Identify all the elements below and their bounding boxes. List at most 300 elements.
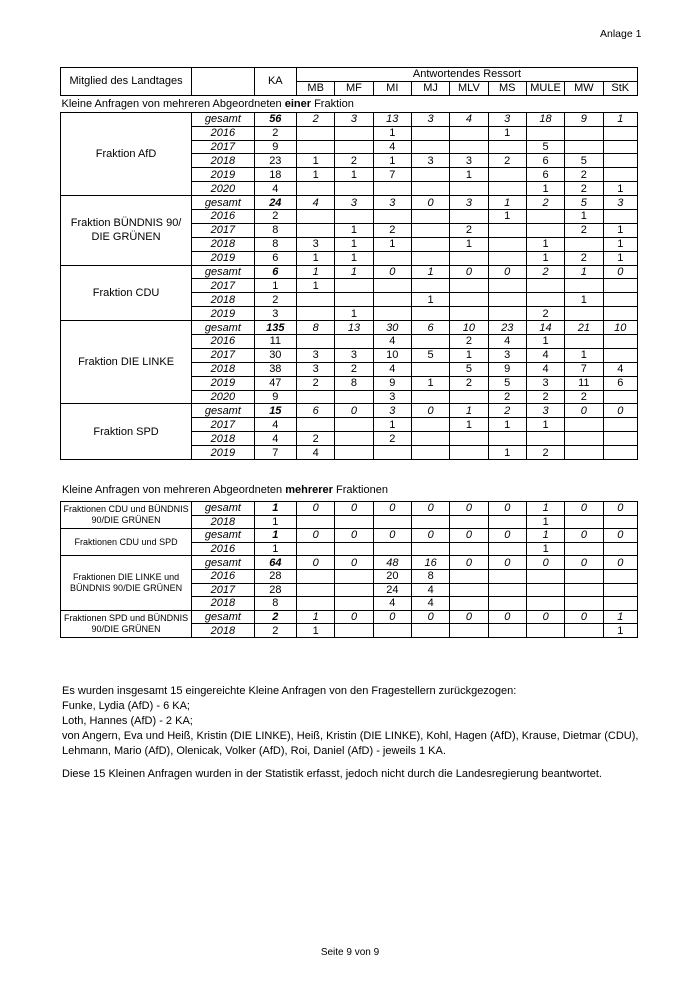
ressort-value: 5 [411, 348, 449, 362]
ressort-value: 1 [603, 237, 638, 251]
ressort-value: 2 [526, 446, 564, 460]
ressort-value [411, 418, 449, 432]
ressort-value [411, 168, 449, 182]
ressort-value [603, 154, 638, 168]
ressort-value [488, 542, 526, 556]
ka-count: 2 [254, 126, 296, 140]
ressort-value: 0 [297, 502, 335, 516]
ressort-value: 9 [565, 112, 603, 126]
ressort-value [373, 293, 411, 307]
ressort-value [335, 335, 373, 349]
ressort-value: 7 [565, 362, 603, 376]
row-label: gesamt [192, 610, 255, 624]
ka-count: 9 [254, 390, 296, 404]
ressort-value [450, 279, 488, 293]
ressort-value [603, 446, 638, 460]
ressort-value: 1 [297, 279, 335, 293]
ressort-value [603, 348, 638, 362]
ressort-value [297, 210, 335, 224]
faction-name: Fraktionen SPD und BÜNDNIS 90/DIE GRÜNEN [61, 610, 192, 637]
ressort-value [488, 168, 526, 182]
ressort-value: 4 [603, 362, 638, 376]
faction-name: Fraktionen CDU und SPD [61, 529, 192, 556]
ressort-value: 8 [412, 569, 450, 583]
row-label: 2019 [192, 168, 255, 182]
ressort-value [335, 446, 373, 460]
ressort-value: 48 [373, 556, 411, 570]
ressort-value [488, 237, 526, 251]
ressort-value [526, 293, 564, 307]
ressort-value: 2 [450, 223, 488, 237]
ressort-value [565, 335, 603, 349]
ressort-value: 0 [412, 610, 450, 624]
ka-count: 6 [254, 251, 296, 265]
ressort-value: 8 [297, 321, 335, 335]
ka-count: 28 [254, 569, 296, 583]
ressort-value: 1 [373, 126, 411, 140]
ressort-value [565, 432, 603, 446]
ressort-value: 13 [373, 112, 411, 126]
ressort-value: 1 [488, 126, 526, 140]
ressort-value [297, 126, 335, 140]
ressort-value [411, 432, 449, 446]
ressort-value: 13 [335, 321, 373, 335]
ressort-value: 3 [335, 112, 373, 126]
row-label: 2018 [192, 597, 255, 611]
ka-count: 18 [254, 168, 296, 182]
ressort-value: 3 [488, 112, 526, 126]
ressort-value [488, 583, 526, 597]
ressort-value [603, 293, 638, 307]
ressort-value [450, 569, 488, 583]
ressort-value: 0 [450, 556, 488, 570]
ressort-value: 3 [411, 112, 449, 126]
ressort-value: 3 [335, 196, 373, 210]
ressort-value [488, 140, 526, 154]
header-col: MS [488, 81, 526, 95]
row-label: gesamt [192, 112, 255, 126]
ressort-value: 1 [603, 610, 637, 624]
ressort-value: 6 [526, 168, 564, 182]
ressort-value: 1 [297, 251, 335, 265]
header-col: MI [373, 81, 411, 95]
ressort-value: 1 [526, 335, 564, 349]
ressort-value: 2 [565, 251, 603, 265]
ressort-value: 0 [603, 529, 637, 543]
ressort-value: 0 [450, 610, 488, 624]
ressort-value: 0 [335, 502, 373, 516]
ressort-value: 0 [565, 610, 603, 624]
ressort-value [488, 223, 526, 237]
attachment-label: Anlage 1 [600, 28, 642, 40]
ressort-value: 1 [335, 237, 373, 251]
table-single-faction [60, 67, 638, 460]
ressort-value [297, 223, 335, 237]
notes [62, 684, 642, 782]
ressort-value [488, 569, 526, 583]
ressort-value [488, 624, 526, 638]
ressort-value [335, 515, 373, 529]
ressort-value: 6 [526, 154, 564, 168]
ressort-value [603, 140, 638, 154]
ressort-value: 10 [450, 321, 488, 335]
table-row [61, 502, 638, 516]
ressort-value: 0 [526, 610, 564, 624]
faction-name: Fraktionen DIE LINKE und BÜNDNIS 90/DIE GRÜNEN [61, 556, 192, 610]
ressort-value: 0 [373, 610, 411, 624]
note-line: Diese 15 Kleinen Anfragen wurden in der Statistik erfasst, jedoch nicht durch die Landesregierung beantwortet. [62, 768, 602, 780]
header-col: MLV [450, 81, 488, 95]
row-label: 2017 [192, 279, 255, 293]
ressort-value [450, 293, 488, 307]
header-ressort: Antwortendes Ressort [297, 68, 638, 82]
ka-count: 1 [254, 279, 296, 293]
ressort-value: 1 [297, 168, 335, 182]
ressort-value: 4 [412, 597, 450, 611]
ressort-value: 2 [450, 376, 488, 390]
row-label: 2016 [192, 569, 255, 583]
ressort-value [565, 237, 603, 251]
ressort-value [565, 418, 603, 432]
ressort-value [373, 210, 411, 224]
table-row [61, 265, 638, 279]
ressort-value: 0 [297, 556, 335, 570]
ressort-value: 1 [373, 418, 411, 432]
ressort-value: 1 [450, 348, 488, 362]
ressort-value: 1 [335, 223, 373, 237]
ressort-value: 1 [450, 418, 488, 432]
ressort-value [335, 624, 373, 638]
ressort-value: 1 [335, 251, 373, 265]
header-col: MW [565, 81, 603, 95]
ressort-value [526, 569, 564, 583]
ressort-value [411, 307, 449, 321]
ressort-value: 1 [488, 446, 526, 460]
ressort-value: 2 [565, 390, 603, 404]
header-ka: KA [254, 68, 296, 96]
ressort-value: 1 [488, 210, 526, 224]
ressort-value [297, 182, 335, 196]
ressort-value [450, 542, 488, 556]
ka-count: 6 [254, 265, 296, 279]
ressort-value: 0 [373, 265, 411, 279]
ressort-value [335, 390, 373, 404]
ka-count: 3 [254, 307, 296, 321]
ressort-value [488, 279, 526, 293]
row-label: 2020 [192, 182, 255, 196]
ressort-value: 0 [412, 502, 450, 516]
ressort-value [297, 597, 335, 611]
ressort-value: 2 [526, 265, 564, 279]
ressort-value: 1 [297, 624, 335, 638]
ressort-value [450, 126, 488, 140]
ressort-value: 0 [488, 502, 526, 516]
row-label: 2017 [192, 583, 255, 597]
ressort-value: 1 [373, 154, 411, 168]
ressort-value [603, 583, 637, 597]
ressort-value: 0 [488, 610, 526, 624]
ressort-value: 0 [565, 556, 603, 570]
ressort-value [450, 251, 488, 265]
ressort-value: 2 [297, 432, 335, 446]
ressort-value [488, 182, 526, 196]
ressort-value [411, 390, 449, 404]
ressort-value [603, 515, 637, 529]
ressort-value [603, 307, 638, 321]
ressort-value: 1 [603, 223, 638, 237]
ressort-value [412, 624, 450, 638]
ka-count: 4 [254, 432, 296, 446]
ressort-value [373, 251, 411, 265]
ressort-value [603, 418, 638, 432]
ressort-value: 3 [373, 196, 411, 210]
ka-count: 11 [254, 335, 296, 349]
ressort-value [488, 597, 526, 611]
faction-name: Fraktion DIE LINKE [61, 321, 192, 404]
ka-count: 7 [254, 446, 296, 460]
section1-caption: Kleine Anfragen von mehreren Abgeordneten einer Fraktion [61, 97, 354, 110]
row-label: gesamt [192, 321, 255, 335]
faction-name: Fraktion SPD [61, 404, 192, 460]
ressort-value [411, 237, 449, 251]
ressort-value: 0 [450, 502, 488, 516]
row-label: 2018 [192, 237, 255, 251]
ressort-value [526, 210, 564, 224]
ka-count: 8 [254, 223, 296, 237]
ressort-value: 1 [450, 237, 488, 251]
ressort-value [335, 279, 373, 293]
ka-count: 1 [254, 502, 296, 516]
ressort-value: 1 [565, 265, 603, 279]
ressort-value: 3 [411, 154, 449, 168]
ressort-value: 2 [565, 182, 603, 196]
row-label: 2019 [192, 251, 255, 265]
ressort-value: 4 [526, 362, 564, 376]
ressort-value: 0 [565, 529, 603, 543]
ressort-value: 0 [488, 556, 526, 570]
ressort-value [411, 223, 449, 237]
ressort-value: 2 [526, 196, 564, 210]
ressort-value: 4 [373, 362, 411, 376]
ressort-value: 2 [373, 432, 411, 446]
ressort-value: 2 [526, 307, 564, 321]
ressort-value: 1 [565, 293, 603, 307]
row-label: 2020 [192, 390, 255, 404]
ressort-value [603, 597, 637, 611]
row-label: 2018 [192, 432, 255, 446]
ressort-value: 21 [565, 321, 603, 335]
ressort-value [297, 293, 335, 307]
ressort-value [526, 597, 564, 611]
ressort-value: 5 [450, 362, 488, 376]
row-label: gesamt [192, 404, 255, 418]
row-label: gesamt [192, 265, 255, 279]
table-row [61, 112, 638, 126]
ressort-value: 1 [526, 182, 564, 196]
ressort-value: 1 [526, 502, 564, 516]
ressort-value: 24 [373, 583, 411, 597]
ressort-value: 0 [411, 196, 449, 210]
ressort-value: 1 [335, 265, 373, 279]
ressort-value: 1 [411, 376, 449, 390]
faction-name: Fraktion CDU [61, 265, 192, 321]
ka-count: 8 [254, 597, 296, 611]
ressort-value: 1 [565, 210, 603, 224]
ressort-value: 0 [526, 556, 564, 570]
ressort-value [297, 515, 335, 529]
ressort-value [335, 182, 373, 196]
ressort-value: 23 [488, 321, 526, 335]
row-label: gesamt [192, 502, 255, 516]
ressort-value: 10 [373, 348, 411, 362]
ressort-value [411, 279, 449, 293]
ressort-value [450, 597, 488, 611]
ressort-value [488, 515, 526, 529]
ressort-value [373, 279, 411, 293]
ressort-value: 0 [603, 265, 638, 279]
ressort-value [526, 583, 564, 597]
ressort-value [603, 279, 638, 293]
ressort-value [603, 210, 638, 224]
ressort-value: 1 [411, 265, 449, 279]
ressort-value [335, 583, 373, 597]
ressort-value [297, 307, 335, 321]
header-col: MJ [411, 81, 449, 95]
ressort-value: 3 [450, 154, 488, 168]
ressort-value: 3 [297, 237, 335, 251]
ka-count: 56 [254, 112, 296, 126]
note-line: Loth, Hannes (AfD) - 2 KA; [62, 715, 193, 727]
row-label: 2016 [192, 335, 255, 349]
ressort-value: 3 [488, 348, 526, 362]
ressort-value [488, 432, 526, 446]
ka-count: 135 [254, 321, 296, 335]
header-member: Mitglied des Landtages [61, 68, 192, 96]
ressort-value: 9 [373, 376, 411, 390]
row-label: gesamt [192, 196, 255, 210]
page-footer: Seite 9 von 9 [320, 947, 380, 958]
ressort-value: 0 [335, 529, 373, 543]
ressort-value [603, 569, 637, 583]
ressort-value: 3 [373, 390, 411, 404]
row-label: 2018 [192, 624, 255, 638]
ressort-value [373, 446, 411, 460]
ressort-value: 6 [297, 404, 335, 418]
table-row [61, 196, 638, 210]
ressort-value [297, 542, 335, 556]
ressort-value: 1 [335, 307, 373, 321]
ressort-value [412, 542, 450, 556]
ressort-value: 1 [526, 418, 564, 432]
ressort-value [297, 390, 335, 404]
header-col: MB [297, 81, 335, 95]
header-col: MF [335, 81, 373, 95]
ressort-value [411, 446, 449, 460]
ka-count: 64 [254, 556, 296, 570]
ressort-value: 1 [603, 182, 638, 196]
ressort-value: 4 [373, 140, 411, 154]
table-row [61, 321, 638, 335]
ressort-value [297, 418, 335, 432]
ressort-value [373, 624, 411, 638]
ka-count: 1 [254, 529, 296, 543]
section2-caption: Kleine Anfragen von mehreren Abgeordneten mehrerer Fraktionen [62, 484, 388, 496]
ressort-value [565, 624, 603, 638]
note-line: Funke, Lydia (AfD) - 6 KA; [62, 700, 190, 712]
ressort-value [565, 597, 603, 611]
ka-count: 1 [254, 542, 296, 556]
ressort-value: 2 [335, 154, 373, 168]
ressort-value [297, 583, 335, 597]
ressort-value: 0 [411, 404, 449, 418]
ressort-value: 1 [488, 196, 526, 210]
ressort-value [335, 293, 373, 307]
ressort-value: 0 [565, 502, 603, 516]
ressort-value: 1 [297, 265, 335, 279]
row-label: 2018 [192, 515, 255, 529]
ressort-value [603, 335, 638, 349]
ressort-value: 14 [526, 321, 564, 335]
ressort-value: 0 [450, 265, 488, 279]
ressort-value: 0 [412, 529, 450, 543]
row-label: 2019 [192, 376, 255, 390]
ressort-value [603, 542, 637, 556]
table-row [61, 610, 638, 624]
ka-count: 4 [254, 182, 296, 196]
ressort-value [411, 126, 449, 140]
ka-count: 30 [254, 348, 296, 362]
row-label: 2016 [192, 126, 255, 140]
ressort-value [565, 140, 603, 154]
row-label: 2017 [192, 223, 255, 237]
ressort-value: 5 [565, 154, 603, 168]
ressort-value [603, 432, 638, 446]
ressort-value [297, 569, 335, 583]
ressort-value: 2 [373, 223, 411, 237]
ressort-value: 6 [603, 376, 638, 390]
ressort-value: 0 [335, 610, 373, 624]
ressort-value: 1 [603, 112, 638, 126]
row-label: 2017 [192, 140, 255, 154]
ressort-value [373, 307, 411, 321]
row-label: 2019 [192, 446, 255, 460]
ressort-value: 1 [565, 348, 603, 362]
ressort-value: 2 [565, 168, 603, 182]
ressort-value [488, 251, 526, 265]
ressort-value [450, 210, 488, 224]
ressort-value: 2 [488, 154, 526, 168]
ressort-value [565, 569, 603, 583]
header-col: MULE [526, 81, 564, 95]
ressort-value [488, 307, 526, 321]
ressort-value [526, 126, 564, 140]
ressort-value: 1 [411, 293, 449, 307]
row-label: gesamt [192, 556, 255, 570]
header-spacer [192, 68, 255, 96]
ka-count: 9 [254, 140, 296, 154]
ka-count: 2 [254, 624, 296, 638]
row-label: gesamt [192, 529, 255, 543]
ressort-value: 3 [297, 362, 335, 376]
ka-count: 4 [254, 418, 296, 432]
ressort-value: 0 [450, 529, 488, 543]
ressort-value: 8 [335, 376, 373, 390]
ressort-value: 5 [488, 376, 526, 390]
row-label: 2016 [192, 542, 255, 556]
row-label: 2016 [192, 210, 255, 224]
ressort-value [450, 140, 488, 154]
ressort-value [450, 182, 488, 196]
